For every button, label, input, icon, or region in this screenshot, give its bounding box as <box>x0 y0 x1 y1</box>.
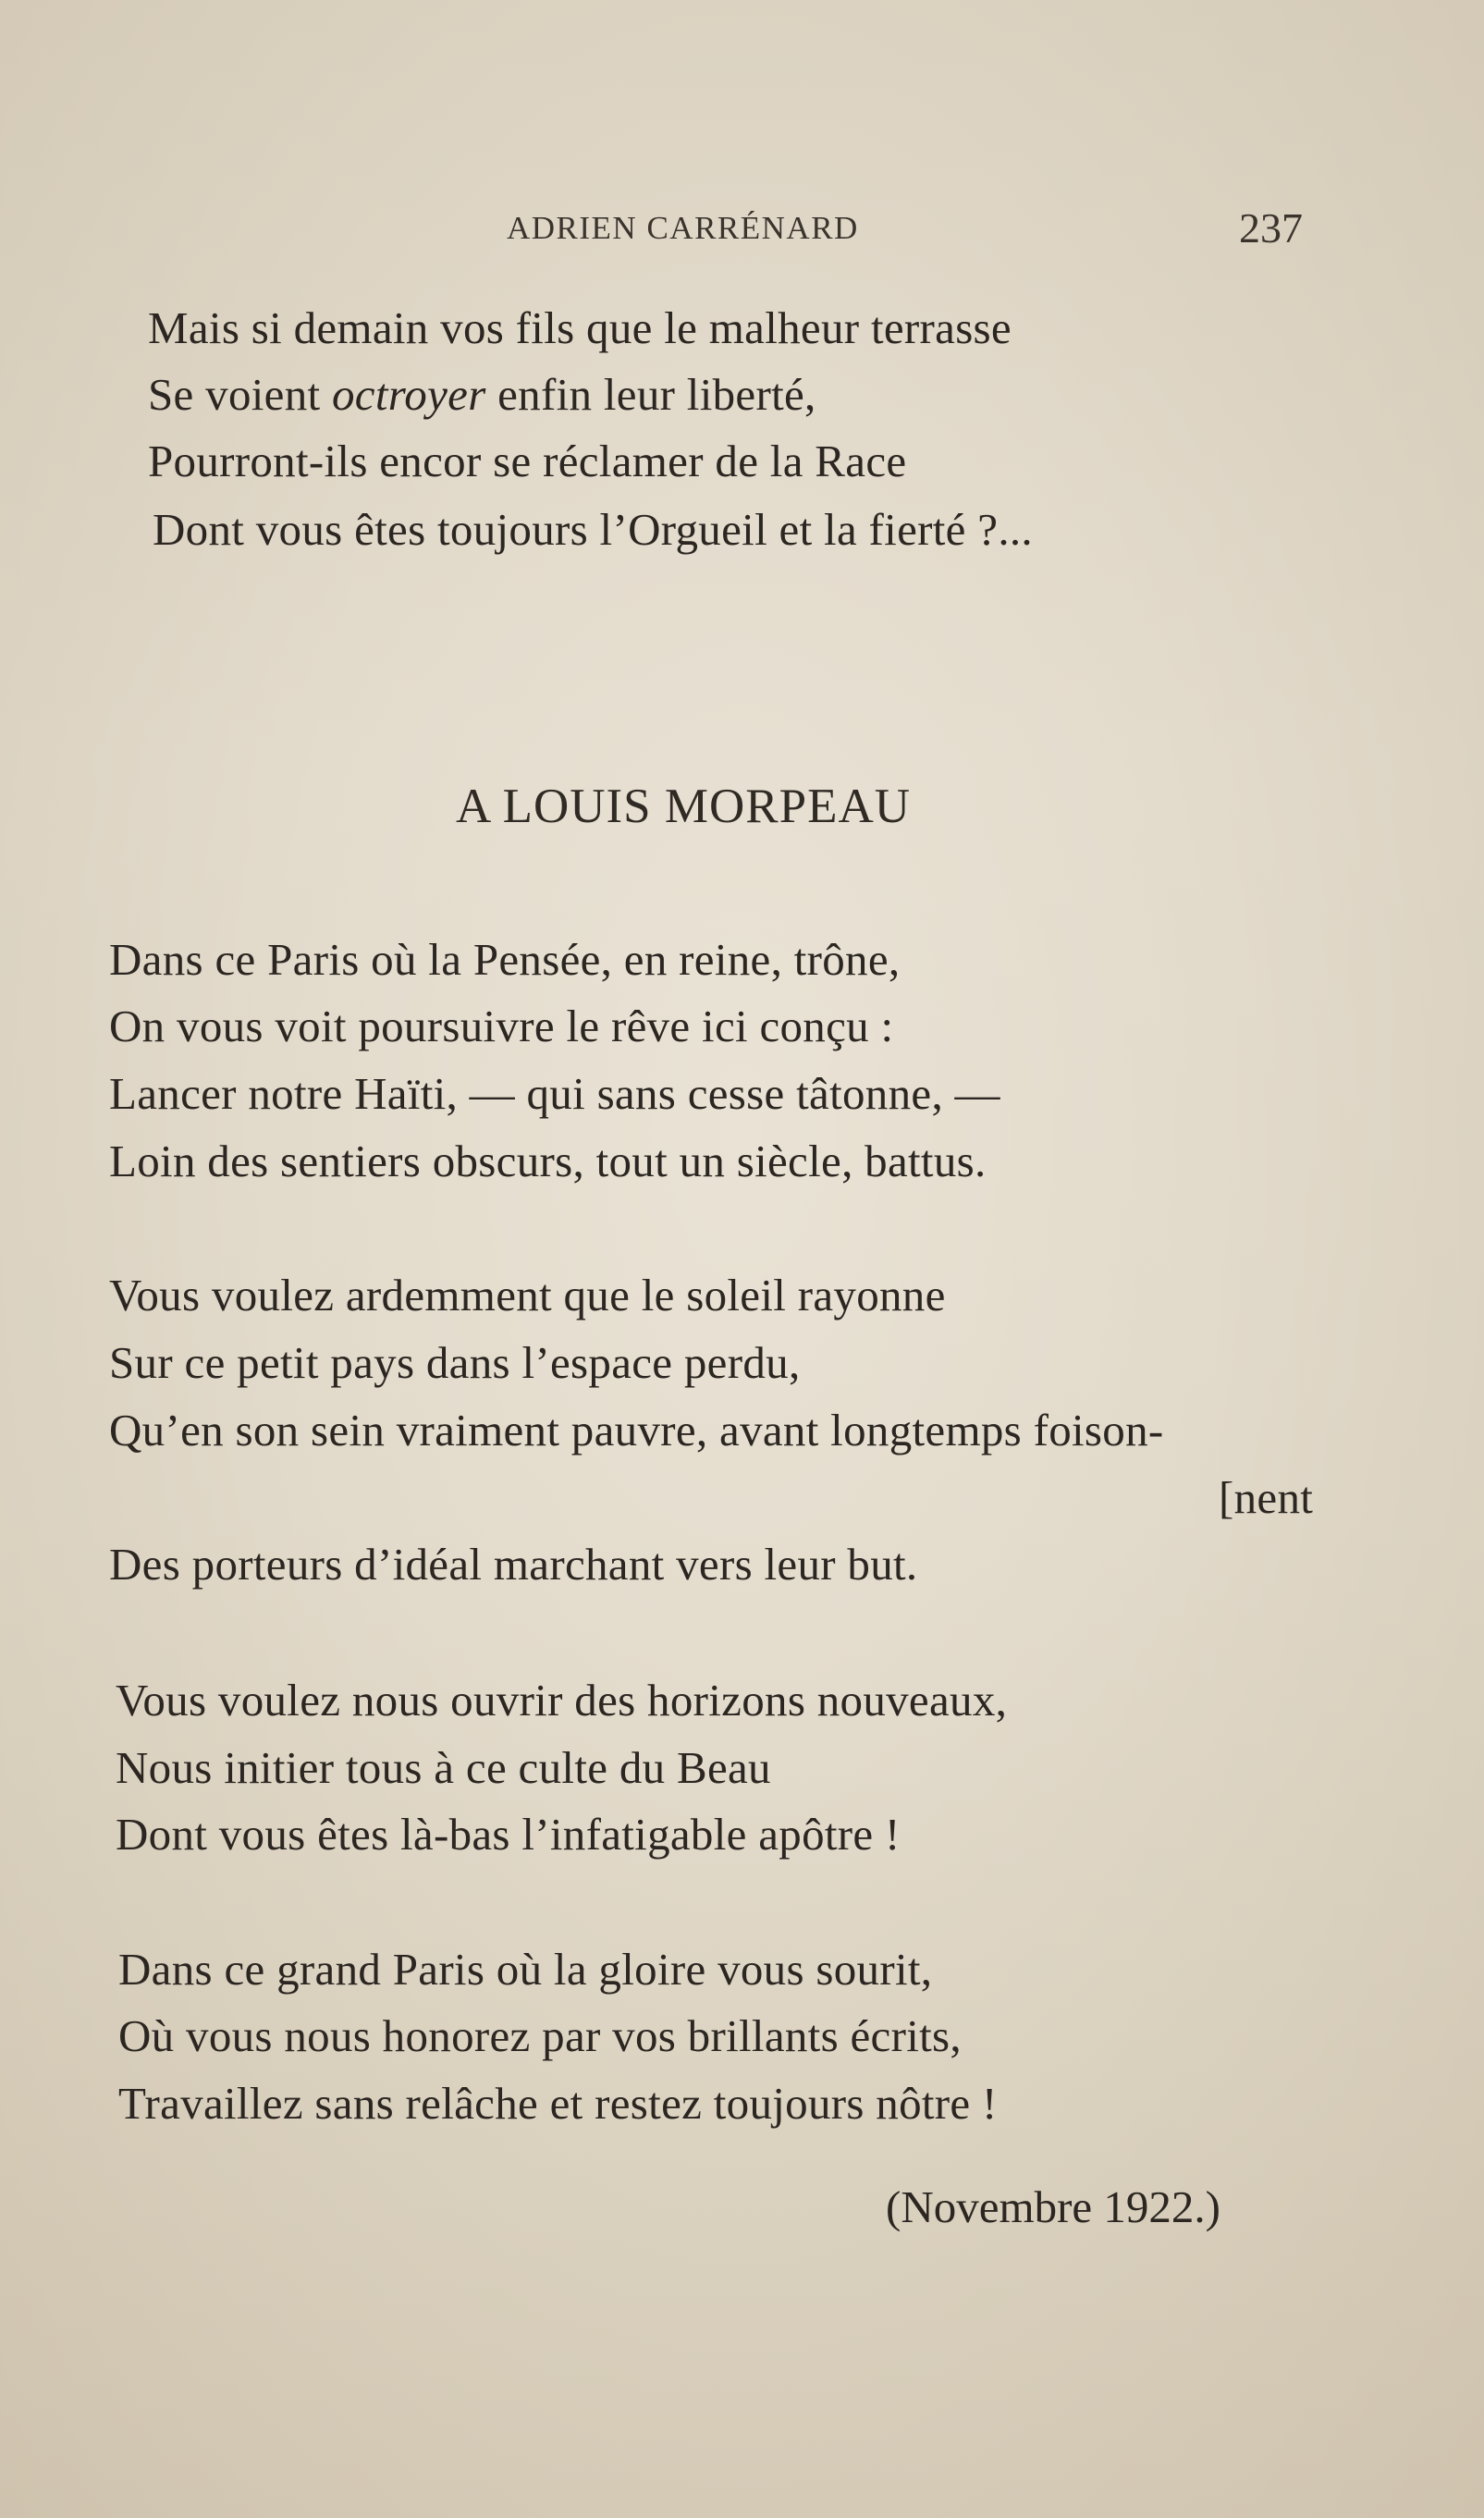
stanza-4-line-2: Où vous nous honorez par vos brillants écrits, <box>118 2010 962 2061</box>
stanza-2-line-1: Vous voulez ardemment que le soleil rayonne <box>109 1270 946 1320</box>
stanza-1-line-2: On vous voit poursuivre le rêve ici conçu : <box>109 1001 894 1051</box>
previous-stanza-line-1: Mais si demain vos fils que le malheur terrasse <box>148 302 1012 353</box>
stanza-1-line-3: Lancer notre Haïti, — qui sans cesse tâtonne, — <box>109 1068 1000 1119</box>
previous-stanza-line-4: Dont vous êtes toujours l’Orgueil et la fierté ?... <box>153 504 1033 555</box>
running-head: ADRIEN CARRÉNARD <box>507 210 859 246</box>
line-text: enfin leur liberté, <box>485 369 816 420</box>
stanza-4-line-3: Travaillez sans relâche et restez toujours nôtre ! <box>118 2078 998 2129</box>
page-number: 237 <box>1239 204 1303 252</box>
previous-stanza-line-3: Pourront-ils encor se réclamer de la Race <box>148 436 907 486</box>
stanza-3-line-3: Dont vous êtes là-bas l’infatigable apôtre ! <box>116 1809 901 1860</box>
line-text: Se voient <box>148 369 332 420</box>
poem-title: A LOUIS MORPEAU <box>456 780 912 833</box>
stanza-2-line-2: Sur ce petit pays dans l’espace perdu, <box>109 1337 801 1388</box>
stanza-1-line-4: Loin des sentiers obscurs, tout un siècle, battus. <box>109 1136 987 1186</box>
stanza-1-line-1: Dans ce Paris où la Pensée, en reine, trône, <box>109 934 901 985</box>
stanza-2-line-3-continuation: [nent <box>1219 1472 1314 1523</box>
stanza-3-line-1: Vous voulez nous ouvrir des horizons nouveaux, <box>116 1675 1008 1726</box>
previous-stanza-line-2 <box>148 369 816 420</box>
stanza-3-line-2: Nous initier tous à ce culte du Beau <box>116 1742 771 1793</box>
italic-word: octroyer <box>331 369 486 420</box>
stanza-4-line-1: Dans ce grand Paris où la gloire vous sourit, <box>118 1944 933 1995</box>
stanza-2-line-3: Qu’en son sein vraiment pauvre, avant longtemps foison- <box>109 1405 1164 1456</box>
stanza-2-line-4: Des porteurs d’idéal marchant vers leur but. <box>109 1539 918 1590</box>
poem-date: (Novembre 1922.) <box>886 2181 1220 2232</box>
